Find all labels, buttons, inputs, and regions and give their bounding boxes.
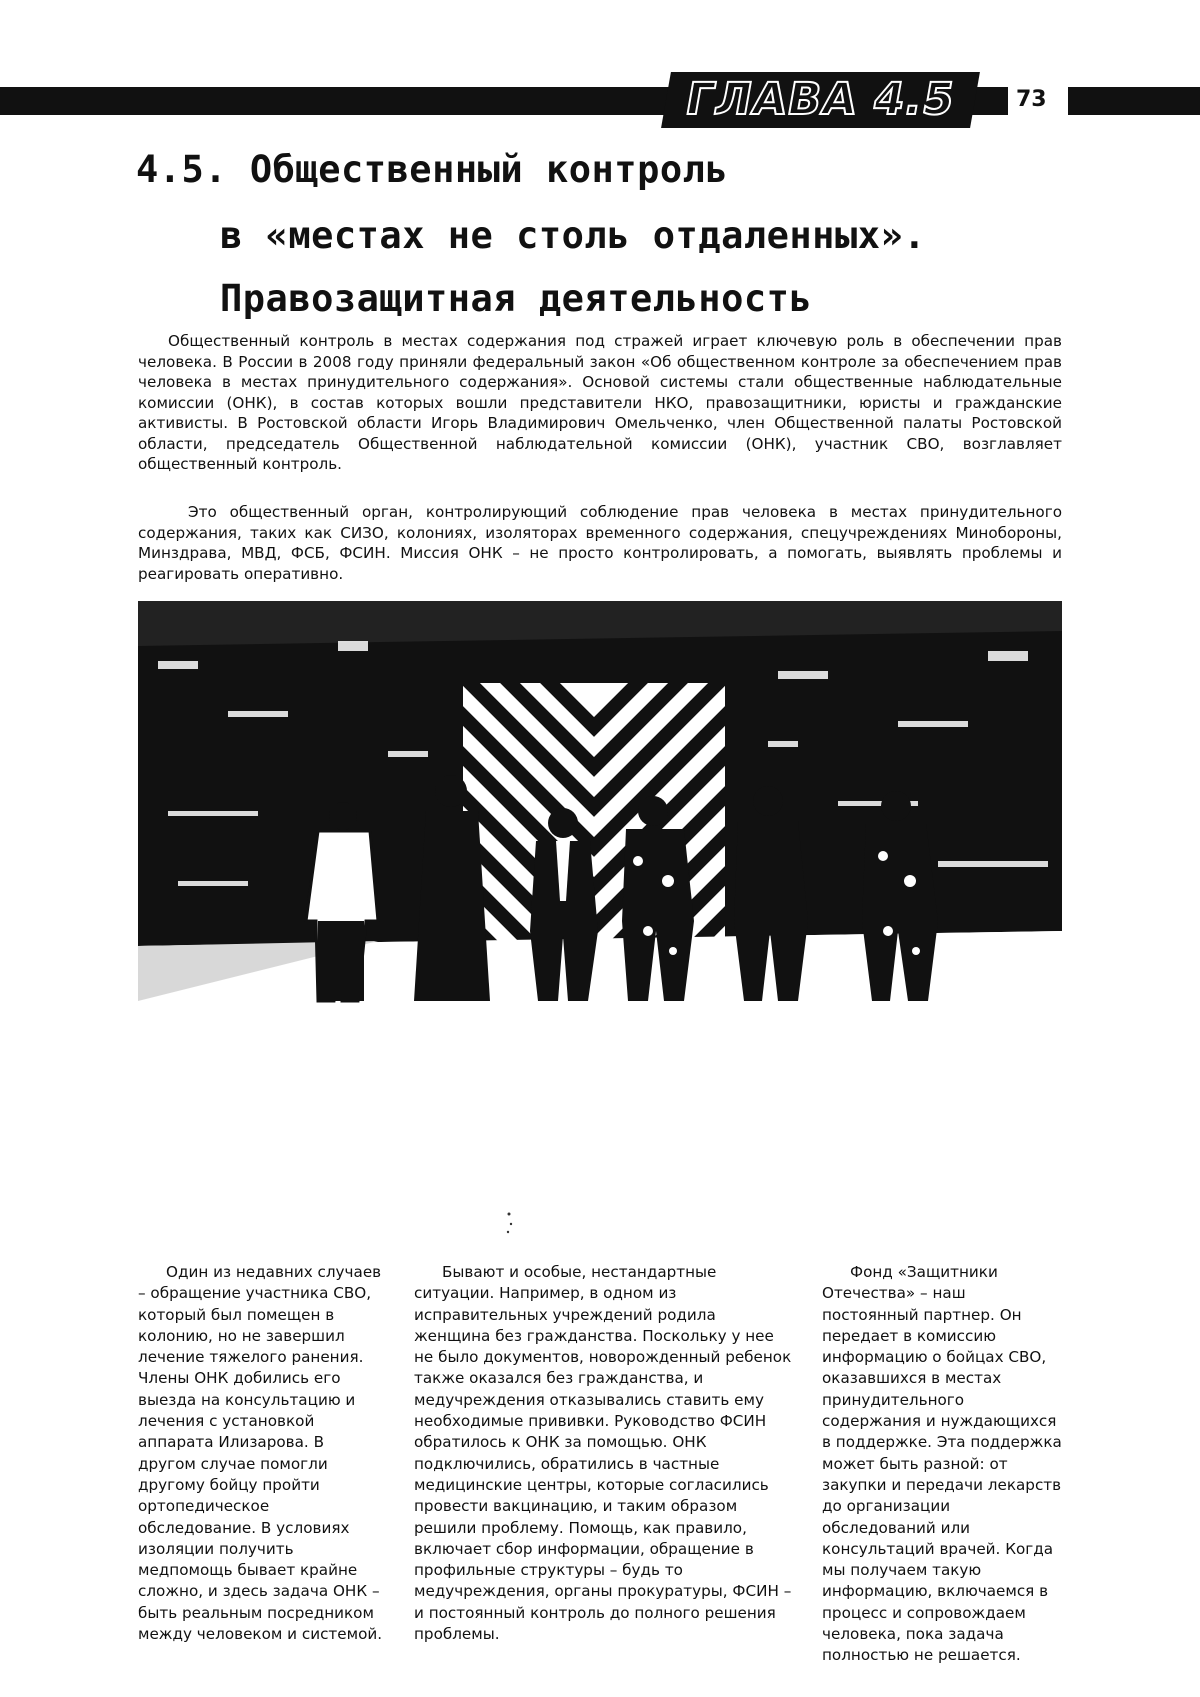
- intro-paragraph-2: Это общественный орган, контролирующий соблюдение прав человека в местах принудительного содержания, таких как СИЗО, колониях, изоляторах временного содержания, спецучреждениях Минобороны, Минздрава, МВД, ФСБ, ФСИН. Миссия ОНК – не просто контролировать, а помогать, выявлять проблемы и реагировать оперативно.: [138, 503, 1062, 583]
- section-title-line-1: 4.5. Общественный контроль: [136, 148, 729, 191]
- column-3-text: Фонд «Защитники Отечества» – наш постоянный партнер. Он передает в комиссию информацию о бойцах СВО, оказавшихся в местах принудительного содержания и нуждающихся в поддержке. Эта поддержка может быть разной: от закупки и передачи лекарств до организации обследований или консультаций врачей. Когда мы получаем такую информацию, включаемся в процесс и сопровождаем человека, пока задача полностью не решается.: [822, 1263, 1062, 1665]
- column-1-text: Один из недавних случаев – обращение участника СВО, который был помещен в колонию, но не завершил лечение тяжелого ранения. Члены ОНК добились его выезда на консультацию и лечения с установкой аппарата Илизарова. В другом случае помогли другому бойцу пройти ортопедическое обследование. В условиях изоляции получить медпомощь бывает крайне сложно, и здесь задача ОНК – быть реальным посредником между человеком и системой.: [138, 1263, 383, 1644]
- photo-ground-area: [138, 1056, 1062, 1236]
- section-title-line-2: в «местах не столь отдаленных».: [220, 214, 927, 257]
- intro-paragraph-1: Общественный контроль в местах содержания под стражей играет ключевую роль в обеспечении прав человека. В России в 2008 году приняли федеральный закон «Об общественном контроле за обеспечением прав человека в местах принудительного содержания». Основой системы стали общественные наблюдательные комиссии (ОНК), в состав которых вошли представители НКО, правозащитники, юристы и гражданские активисты. В Ростовской области Игорь Владимирович Омельченко, член Общественной палаты Ростовской области, председатель Общественной наблюдательной комиссии (ОНК), участник СВО, возглавляет общественный контроль.: [138, 332, 1062, 473]
- section-title-line-3: Правозащитная деятельность: [220, 277, 813, 320]
- column-2-text: Бывают и особые, нестандартные ситуации. Например, в одном из исправительных учреждений родила женщина без гражданства. Поскольку у нее не было документов, новорожденный ребенок также оказался без гражданства, и медучреждения отказывались ставить ему необходимые прививки. Руководство ФСИН обратилось к ОНК за помощью. ОНК подключились, обратились в частные медицинские центры, которые согласились провести вакцинацию, и таким образом решили проблему. Помощь, как правило, включает сбор информации, обращение в профильные структуры – будь то медучреждения, органы прокуратуры, ФСИН – и постоянный контроль до полного решения проблемы.: [414, 1263, 792, 1644]
- chapter-label: ГЛАВА 4.5: [661, 72, 979, 128]
- page-number: 73: [1016, 87, 1047, 112]
- group-photo: [138, 601, 1062, 1056]
- photo-speck: [505, 1210, 515, 1236]
